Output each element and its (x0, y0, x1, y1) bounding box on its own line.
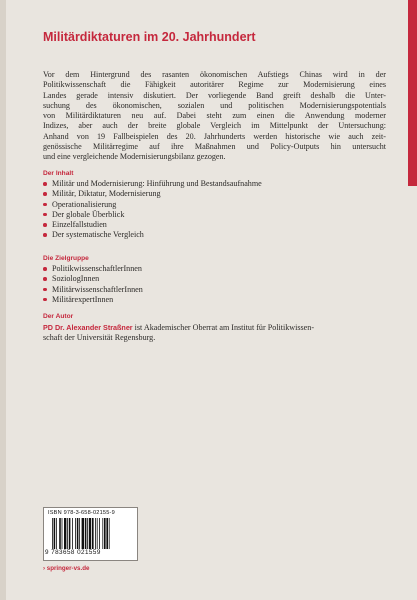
intro-line: Landes gerade intensiv diskutiert. Der vorliegende Band greift deshalb die Unter- (43, 90, 386, 100)
book-title: Militärdiktaturen im 20. Jahrhundert (43, 30, 256, 44)
author-bio-text: schaft der Universität Regensburg. (43, 333, 156, 343)
bullet-icon (43, 233, 47, 237)
author-bio (43, 323, 386, 344)
barcode-stripe (104, 518, 106, 549)
bullet-icon (43, 213, 47, 217)
list-item: PolitikwissenschaftlerInnen (43, 264, 143, 274)
barcode-stripe (77, 518, 79, 549)
intro-line: Indizes, aber auch der breite globale Vergleich im Mittelpunkt der Untersuchung: (43, 121, 386, 131)
barcode-stripe (59, 518, 61, 549)
list-item: Der globale Überblick (43, 210, 262, 220)
list-item: MilitärexpertInnen (43, 295, 143, 305)
barcode-stripe (109, 518, 110, 549)
audience-list (43, 264, 143, 305)
intro-line: Politikwissenschaft die Fähigkeit autoritärer Regime zur Modernisierung eines (43, 80, 386, 90)
barcode-stripe (97, 518, 98, 549)
contents-heading: Der Inhalt (43, 170, 74, 177)
barcode-stripe (79, 518, 80, 549)
list-item: MilitärwissenschaftlerInnen (43, 285, 143, 295)
list-item: Einzelfallstudien (43, 220, 262, 230)
barcode-bars (52, 518, 130, 549)
author-bio-text: ist Akademischer Oberrat am Institut für Politikwissen- (132, 323, 315, 332)
publisher-website[interactable]: › springer-vs.de (43, 565, 90, 572)
barcode-stripe (64, 518, 66, 549)
intro-line: und eine vergleichende Modernisierungsbilanz gezogen. (43, 152, 226, 161)
list-item: Militär, Diktatur, Modernisierung (43, 189, 262, 199)
bullet-icon (43, 267, 47, 271)
contents-list (43, 179, 262, 241)
intro-line: Vor dem Hintergrund des rasanten ökonomischen Aufstiegs Chinas wird in der (43, 70, 386, 79)
spine-strip (0, 0, 6, 600)
barcode-stripe (85, 518, 87, 549)
intro-paragraph (43, 70, 386, 162)
barcode-stripe (102, 518, 103, 549)
list-item: SoziologInnen (43, 274, 143, 284)
list-item: Militär und Modernisierung: Hinführung und Bestandsaufnahme (43, 179, 262, 189)
author-heading: Der Autor (43, 313, 74, 320)
barcode-stripe (69, 518, 71, 549)
bullet-icon (43, 182, 47, 186)
barcode-stripe (54, 518, 56, 549)
barcode-stripe (52, 518, 53, 549)
barcode-stripe (75, 518, 76, 549)
barcode-stripe (72, 518, 73, 549)
intro-line: genössische Militärregime auf ihre Maßnahmen und Policy-Outputs hin untersucht (43, 141, 386, 151)
audience-heading: Die Zielgruppe (43, 255, 89, 262)
barcode-stripe (106, 518, 108, 549)
barcode-stripe (92, 518, 94, 549)
bullet-icon (43, 288, 47, 292)
author-name: PD Dr. Alexander Straßner (43, 323, 133, 332)
isbn-barcode (43, 507, 138, 561)
intro-line: von Militärdiktaturen neu auf. Dabei steht zum einen die Anwendung moderner (43, 111, 386, 120)
barcode-stripe (62, 518, 63, 549)
barcode-stripe (67, 518, 68, 549)
barcode-digits: 9 783658 021559 (45, 549, 101, 556)
bullet-icon (43, 203, 47, 207)
barcode-stripe (87, 518, 88, 549)
barcode-stripe (99, 518, 100, 549)
list-item: Operationalisierung (43, 200, 262, 210)
bullet-icon (43, 277, 47, 281)
intro-line: Anhand von 19 Fallbeispielen des 20. Jahrhunderts werden historische wie auch zeit- (43, 131, 386, 141)
bullet-icon (43, 223, 47, 227)
isbn-label: ISBN 978-3-658-02155-9 (48, 510, 115, 516)
bullet-icon (43, 298, 47, 302)
barcode-stripe (82, 518, 84, 549)
bullet-icon (43, 192, 47, 196)
barcode-stripe (95, 518, 96, 549)
red-edge-tab (408, 0, 417, 186)
intro-line: suchung des ökonomischen, sozialen und politischen Modernisierungspotentials (43, 100, 386, 110)
barcode-stripe (89, 518, 91, 549)
list-item: Der systematische Vergleich (43, 230, 262, 240)
barcode-stripe (56, 518, 57, 549)
